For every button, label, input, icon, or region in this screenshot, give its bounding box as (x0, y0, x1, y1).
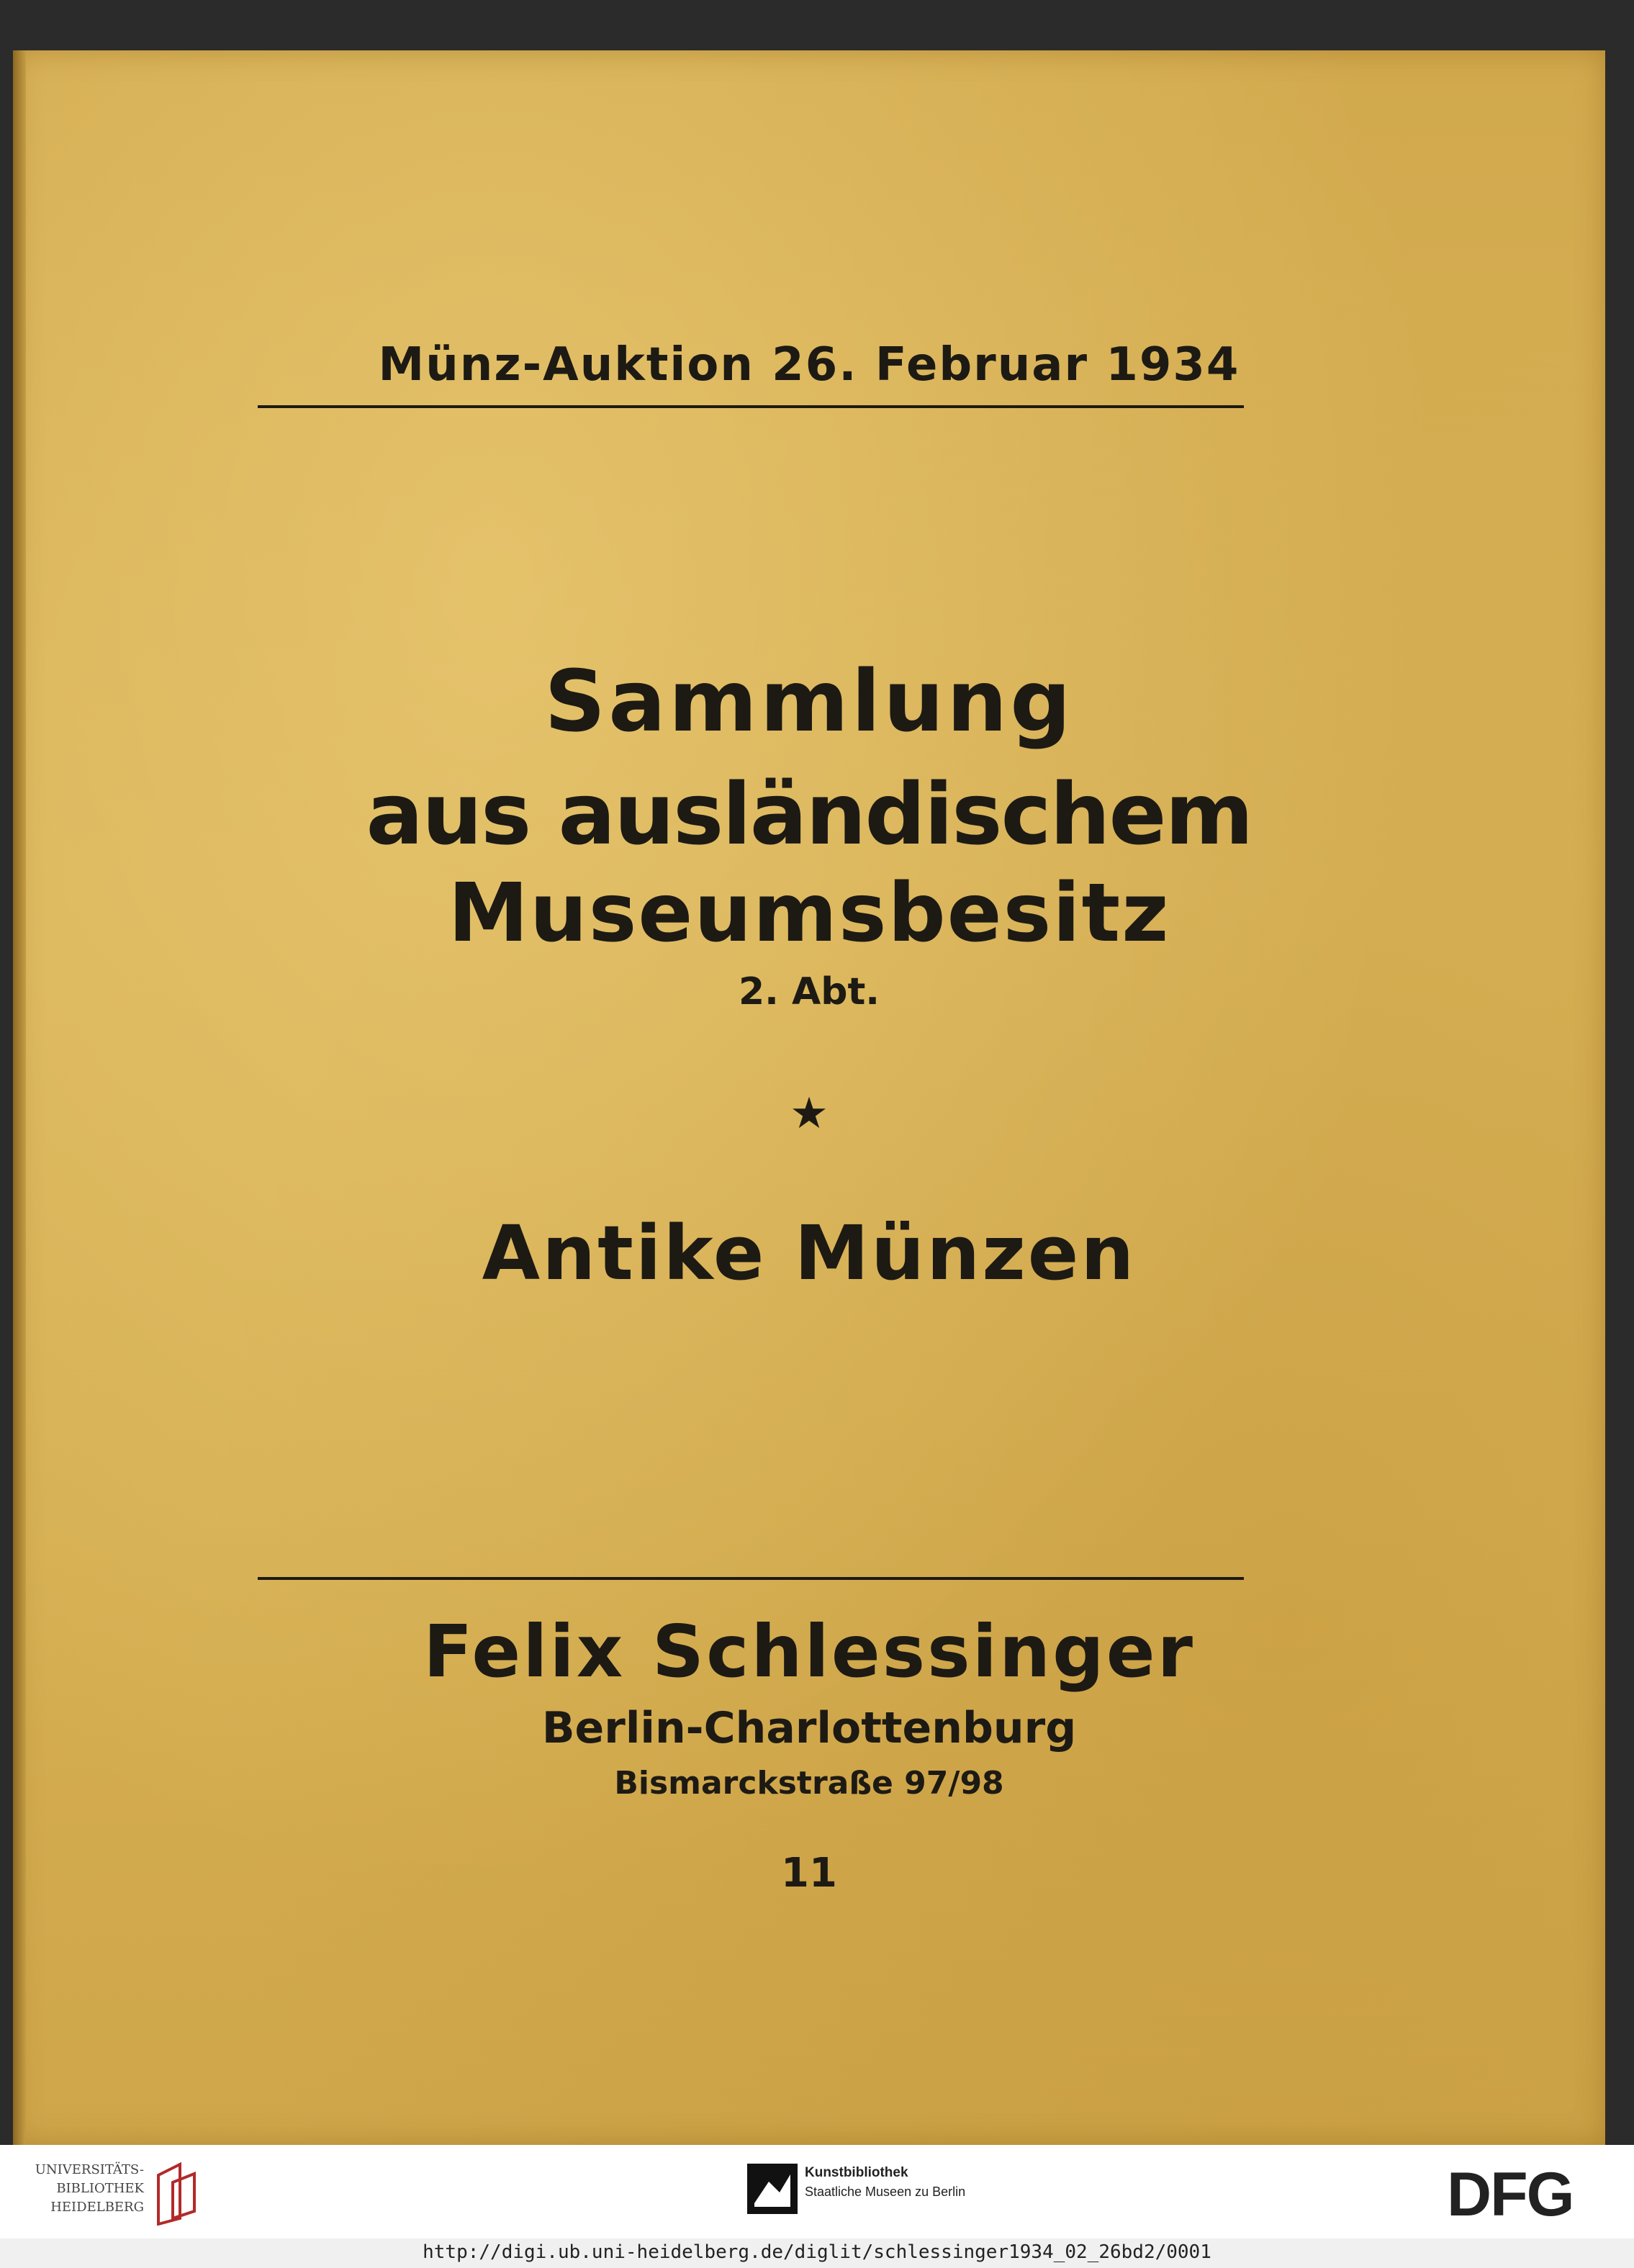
kunstbibliothek-subtitle: Staatliche Museen zu Berlin (805, 2185, 966, 2199)
top-rule (258, 405, 1244, 408)
ub-logo-line-1: UNIVERSITÄTS- (35, 2162, 144, 2177)
title-line-2: aus ausländischem (366, 764, 1252, 864)
ub-heidelberg-logo[interactable] (22, 2161, 209, 2226)
catalog-number: 11 (781, 1850, 837, 1897)
star-ornament: ★ (790, 1088, 829, 1139)
dealer-city: Berlin-Charlottenburg (541, 1703, 1077, 1753)
ub-logo-line-2: BIBLIOTHEK (56, 2181, 144, 2196)
book-spine (13, 50, 26, 2145)
subject-title: Antike Münzen (482, 1209, 1137, 1297)
section-label: 2. Abt. (738, 970, 880, 1013)
dealer-street: Bismarckstraße 97/98 (614, 1765, 1004, 1802)
kunstbibliothek-logo[interactable] (747, 2158, 1035, 2223)
source-url-bar (0, 2238, 1634, 2268)
bottom-rule (258, 1577, 1244, 1580)
auction-date-heading: Münz-Auktion 26. Februar 1934 (378, 338, 1240, 392)
kunstbibliothek-name: Kunstbibliothek (805, 2165, 908, 2180)
title-line-3: Museumsbesitz (448, 867, 1170, 960)
kunstbibliothek-emblem-icon (747, 2164, 798, 2214)
dealer-name: Felix Schlessinger (423, 1609, 1195, 1694)
ub-logo-line-3: HEIDELBERG (50, 2200, 144, 2215)
catalog-cover (13, 50, 1605, 2145)
footer-logo-bar (0, 2145, 1634, 2238)
ub-heidelberg-emblem-icon (151, 2161, 202, 2226)
title-line-1: Sammlung (544, 651, 1074, 751)
dfg-logo[interactable]: DFG (1447, 2160, 1574, 2229)
source-url-link[interactable]: http://digi.ub.uni-heidelberg.de/diglit/schlessinger1934_02_26bd2/0001 (423, 2241, 1211, 2263)
